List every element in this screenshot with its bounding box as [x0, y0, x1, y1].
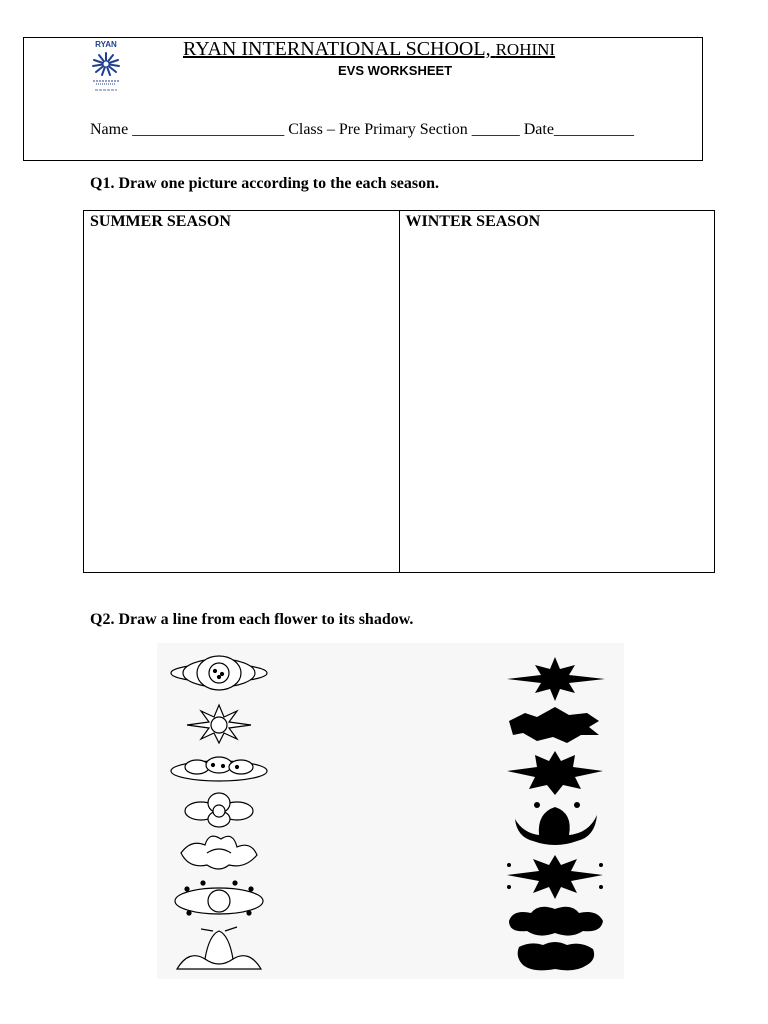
question-2: Q2. Draw a line from each flower to its shadow. — [90, 611, 414, 628]
flower-3-icon[interactable] — [171, 757, 267, 781]
flower-5-icon[interactable] — [181, 836, 257, 869]
school-name — [183, 38, 555, 61]
shadow-6-icon[interactable] — [509, 907, 603, 936]
student-info-line: Name ___________________ Class – Pre Primary Section ______ Date__________ — [90, 121, 634, 138]
summer-season-cell[interactable] — [84, 211, 399, 572]
logo-text: RYAN — [95, 40, 117, 49]
winter-season-cell[interactable] — [399, 211, 715, 572]
school-city: ROHINI — [495, 40, 556, 59]
flower-2-icon[interactable] — [187, 705, 251, 743]
question-1: Q1. Draw one picture according to the each season. — [90, 175, 439, 192]
school-name-text: RYAN INTERNATIONAL SCHOOL, — [183, 38, 491, 60]
shadow-3-icon[interactable] — [507, 751, 603, 795]
flower-matching-art — [157, 643, 624, 979]
school-logo — [84, 40, 128, 98]
season-table — [83, 210, 715, 573]
worksheet-subtitle: EVS WORKSHEET — [338, 63, 453, 78]
shadow-2-icon[interactable] — [509, 707, 599, 743]
shadow-4-icon[interactable] — [515, 802, 597, 845]
flower-matching-panel — [157, 643, 624, 979]
flower-4-icon[interactable] — [185, 793, 253, 827]
shadow-1-icon[interactable] — [507, 657, 605, 701]
sunburst-logo-icon — [90, 50, 122, 96]
shadow-5-icon[interactable] — [507, 855, 603, 899]
winter-season-heading: WINTER SEASON — [405, 213, 541, 230]
summer-season-heading: SUMMER SEASON — [90, 213, 231, 230]
shadow-7-icon[interactable] — [518, 942, 594, 970]
flower-7-icon[interactable] — [177, 927, 261, 969]
flower-6-icon[interactable] — [175, 881, 263, 915]
flower-1-icon[interactable] — [171, 656, 267, 690]
